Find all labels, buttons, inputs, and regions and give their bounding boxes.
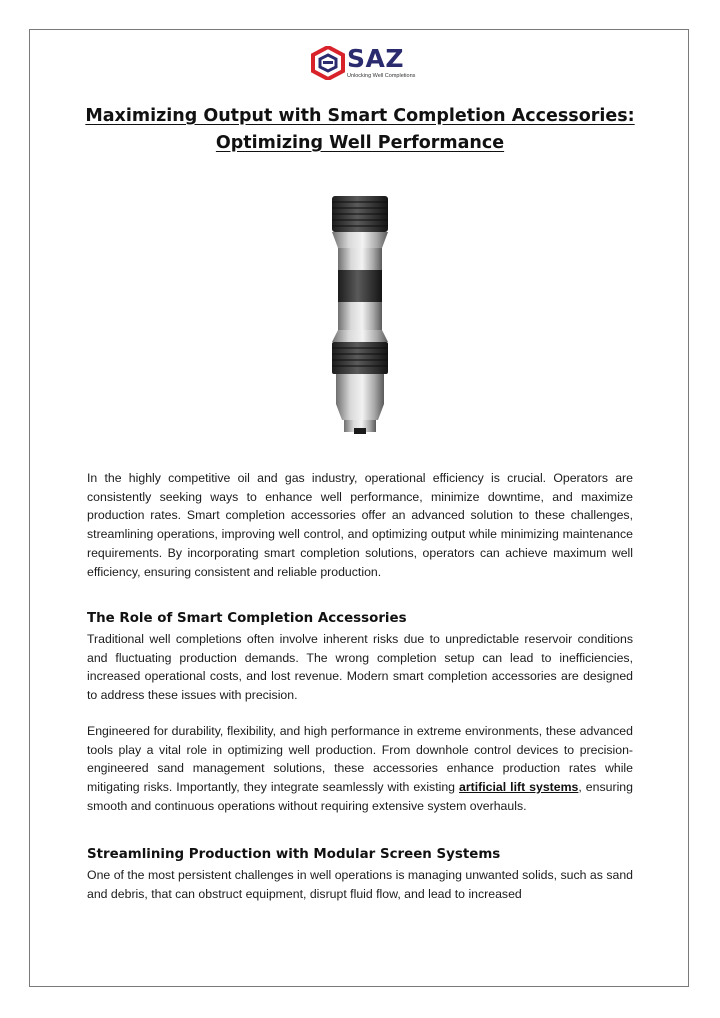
section-heading-modular: Streamlining Production with Modular Screen Systems: [87, 847, 501, 862]
modular-paragraph-1: [87, 866, 633, 903]
brand-name: SAZ: [347, 44, 404, 73]
role-paragraph-1: [87, 630, 633, 705]
title-line-2: Optimizing Well Performance: [215, 133, 505, 153]
completion-tool-illustration: [320, 190, 400, 440]
brand-logo[interactable]: [311, 44, 416, 82]
role-paragraph-2: [87, 722, 633, 816]
role-text-2: [87, 722, 633, 816]
intro-text: In the highly competitive oil and gas industry, operational efficiency is crucial. Operators are consistently seeking ways to enhance well performance, minimize downtime, and maximize production rates. Smart completion accessories offer an advanced solution to these challenges, streamlining operations, improving well control, and optimizing output while minimizing maintenance requirements. By incorporating smart completion solutions, operators can achieve maximum well efficiency, ensuring consistent and reliable production.: [87, 471, 633, 579]
intro-paragraph: [87, 469, 633, 581]
modular-text-1: One of the most persistent challenges in well operations is managing unwanted solids, such as sand and debris, that can obstruct equipment, disrupt fluid flow, and lead to increased: [87, 868, 633, 901]
role-text-2-start: Engineered for durability, flexibility, and high performance in extreme environments, these advanced tools play a vital role in optimizing well production. From downhole control devices to precision-engineered sand management solutions, these accessories enhance production rates while mitigating risks. Importantly, they integrate seamlessly with existing: [87, 724, 633, 795]
brand-tagline: Unlocking Well Completions: [347, 73, 416, 79]
role-text-1: Traditional well completions often involve inherent risks due to unpredictable reservoir conditions and fluctuating production demands. The wrong completion setup can lead to inefficiencies, increased operational costs, and lost revenue. Modern smart completion accessories are designed to address these issues with precision.: [87, 632, 633, 703]
artificial-lift-link[interactable]: artificial lift systems: [459, 780, 579, 795]
saz-emblem-icon: [311, 46, 345, 80]
role-text-2-end: , ensuring smooth and continuous operations without requiring extensive system overhauls.: [87, 780, 633, 813]
page-title: [60, 103, 660, 157]
title-line-1: Maximizing Output with Smart Completion Accessories:: [85, 106, 635, 126]
section-heading-role: The Role of Smart Completion Accessories: [87, 611, 407, 626]
